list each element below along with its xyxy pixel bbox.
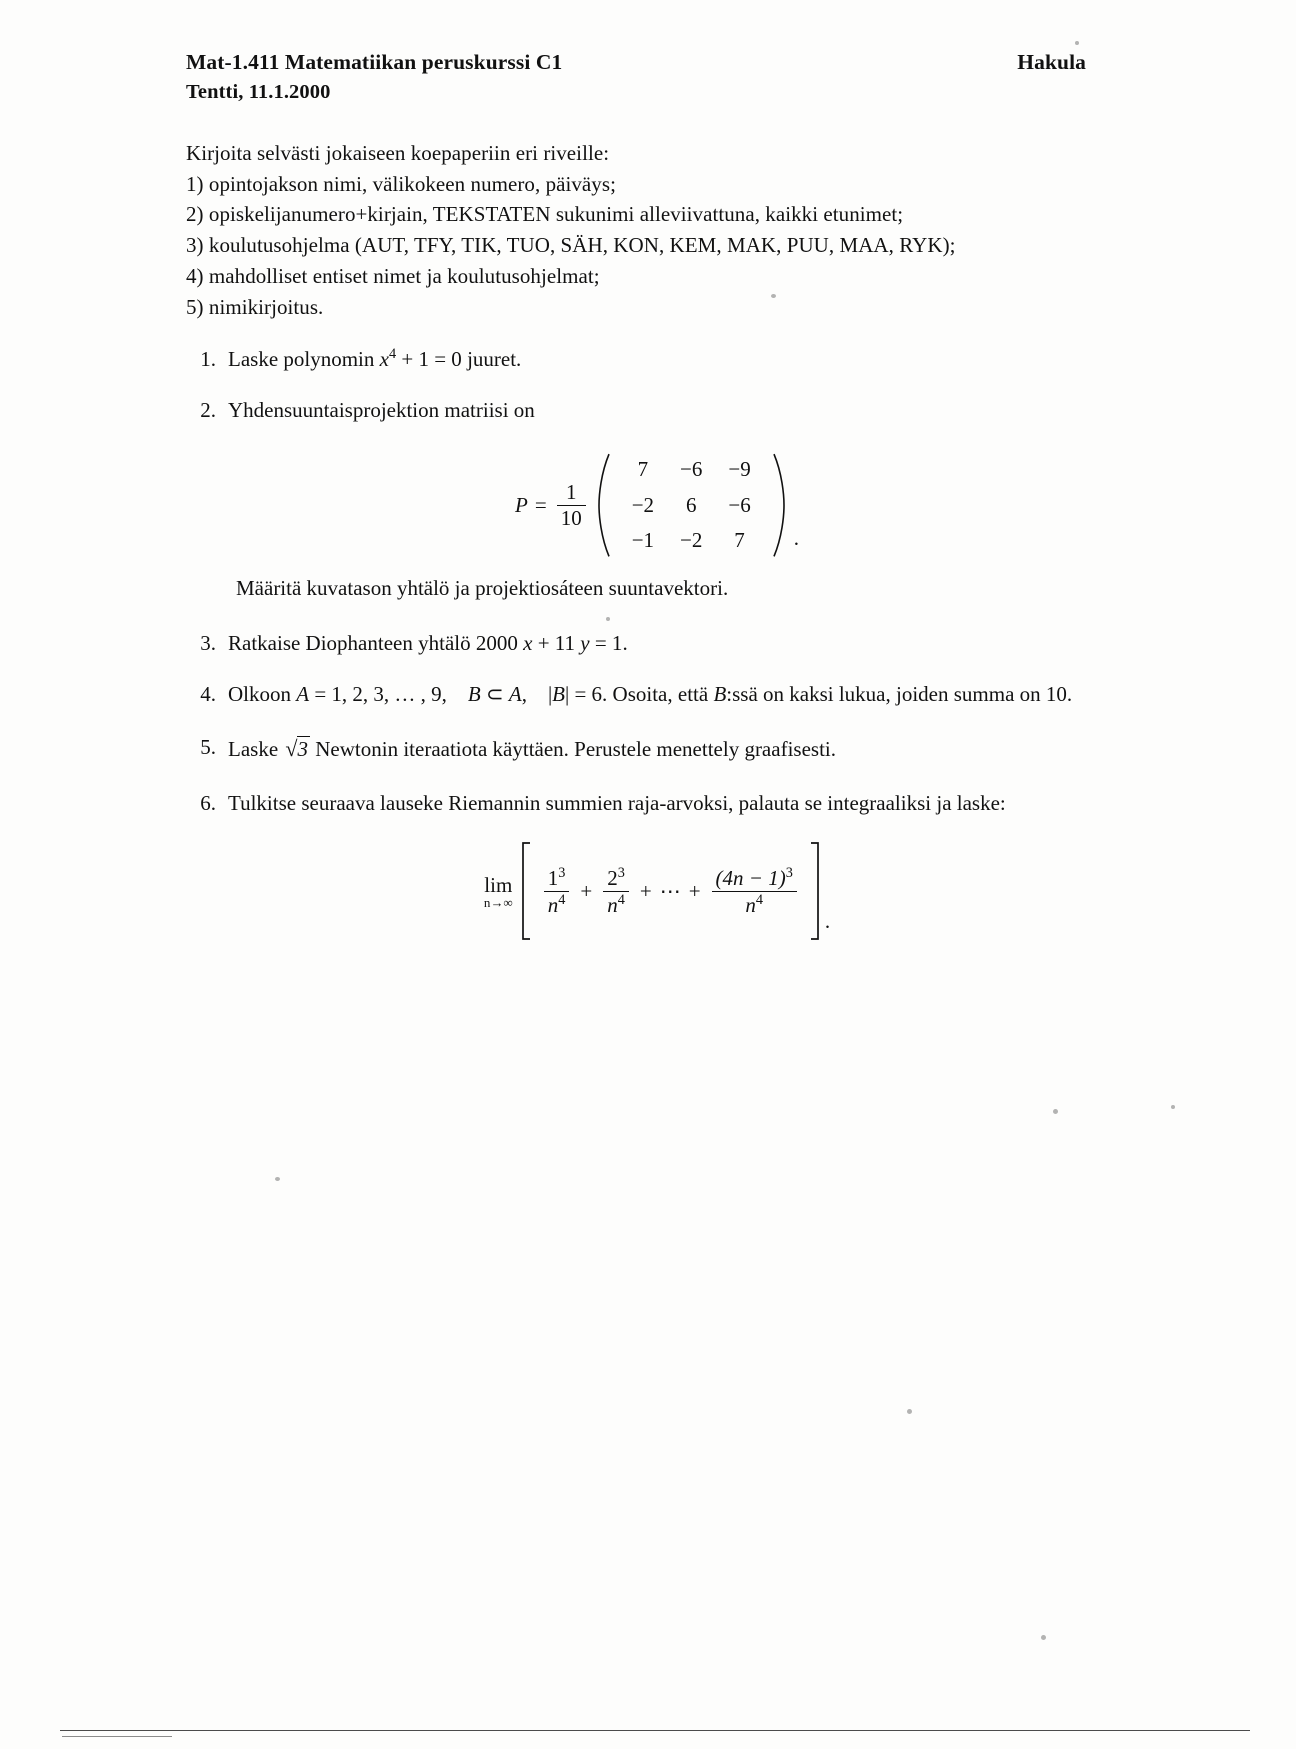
instruction-item-1: 1) opintojakson nimi, välikokeen numero, päiväys; [186,171,616,196]
problem-2-text-before: Yhdensuuntaisprojektion matriisi on [228,397,535,422]
limit-operator [484,874,513,910]
problem-1-text-before: Laske polynomin [228,347,380,372]
problem-5-text-before: Laske [228,737,284,762]
page-bottom-rule-secondary [62,1736,172,1737]
instructions-block [186,138,1086,323]
matrix-cell: 7 [637,457,649,482]
limit-equation [484,841,830,941]
instructions-intro: Kirjoita selvästi jokaiseen koepaperiin eri riveille: [186,140,610,165]
page-bottom-rule [60,1730,1250,1731]
limit-plus-2: + [639,878,652,903]
limit-operator-label: lim [484,872,513,897]
term-numerator: $2^3$ [607,864,625,890]
scan-speck [1041,1635,1046,1640]
problem-1 [186,344,1086,376]
matrix-cell: −2 [631,492,655,517]
scalar-numerator: 1 [565,480,577,505]
left-bracket-icon [520,841,531,941]
problem-5-number: 5. [200,735,216,760]
matrix-row [619,488,764,524]
scan-speck [1053,1109,1058,1114]
matrix-cell: 6 [685,492,697,517]
problem-5-text-after: Newtonin iteraatiota käyttäen. Perustele menettely graafisesti. [310,737,836,762]
instruction-item-5: 5) nimikirjoitus. [186,294,324,319]
problem-1-text-after: juuret. [461,347,522,372]
scan-speck [1171,1105,1175,1109]
scan-speck [275,1177,280,1181]
matrix-cell: −9 [728,457,751,482]
course-title: Mat-1.411 Matematiikan peruskurssi C1 [186,50,563,74]
problem-4-body [228,679,1086,711]
matrix-row [619,523,764,559]
matrix-scalar-fraction [557,481,586,530]
limit-period: . [824,908,831,933]
problem-4-number: 4. [200,681,216,706]
left-paren-icon [596,452,610,559]
problem-5-expression: √3 [285,736,309,762]
scan-speck [606,617,610,621]
matrix-row [619,452,764,488]
problem-2-body [228,395,1086,605]
matrix-cell: −1 [631,528,655,553]
problem-6-text-before: Tulkitse seuraava lauseke Riemannin summien raja-arvoksi, palauta se integraaliksi ja laske: [228,790,1006,815]
limit-subscript: n→∞ [483,894,513,910]
problem-3-text-before: Ratkaise Diophanteen yhtälö [228,631,476,656]
limit-ellipsis: ⋯ [659,878,681,903]
limit-plus-3: + [688,878,701,903]
problem-1-expression: $x^4 + 1 = 0$ [379,346,462,372]
problem-2-text-after: Määritä kuvatason yhtälö ja projektiosáteen suuntavektori. [236,575,729,600]
problem-3-text-after: . [622,631,628,656]
matrix-display [228,452,1086,559]
problem-2-number: 2. [200,397,216,422]
term-denominator: $n^4$ [547,891,566,917]
matrix-cell: −6 [680,457,703,482]
term-numerator: $1^3$ [547,864,566,890]
limit-term-3 [712,866,797,917]
instruction-item-4: 4) mahdolliset entiset nimet ja koulutusohjelmat; [186,263,600,288]
lecturer-name: Hakula [1017,50,1086,74]
problem-6-body [228,788,1086,942]
problem-4-text-after: Osoita, että B:ssä on kaksi lukua, joiden summa on 10. [607,681,1073,706]
problem-2 [186,395,1086,605]
problem-6 [186,788,1086,942]
problem-3 [186,628,1086,660]
limit-term-2 [603,866,629,917]
matrix-cell: −2 [680,528,703,553]
scan-speck [907,1409,912,1414]
instruction-item-2: 2) opiskelijanumero+kirjain, TEKSTATEN sukunimi alleviivattuna, kaikki etunimet; [186,202,904,227]
problem-5-body [228,732,1086,766]
problem-1-body [228,344,1086,376]
scan-speck [771,294,776,298]
problem-4 [186,679,1086,711]
matrix-cell: −6 [728,492,751,517]
problem-5 [186,732,1086,766]
right-bracket-icon [810,841,821,941]
right-paren-icon [773,452,787,559]
problem-1-number: 1. [200,347,216,372]
scalar-denominator: 10 [560,506,582,531]
problem-4-expression: A = 1, 2, 3, … , 9, B ⊂ A, |B| = 6. [296,681,608,706]
matrix-equation [515,452,799,559]
problem-3-number: 3. [200,631,216,656]
limit-terms [535,866,806,917]
matrix-equals: = [534,492,547,517]
problem-list [186,344,1086,941]
matrix-cell: 7 [734,528,745,553]
scan-speck [1075,41,1079,45]
matrix-period: . [793,526,799,551]
limit-term-1 [544,866,570,917]
matrix-label: P [515,492,528,517]
exam-date: Tentti, 11.1.2000 [186,80,331,103]
term-denominator: $n^4$ [745,891,763,917]
problem-4-text-before: Olkoon [228,681,297,706]
problem-3-body [228,628,1086,660]
matrix-grid [619,452,764,559]
limit-display [228,841,1086,941]
problem-3-expression: 2000 x + 11 y = 1 [475,631,623,656]
document-content [186,48,1086,960]
document-header [186,48,1086,106]
limit-plus-1: + [580,878,593,903]
problem-6-number: 6. [200,790,216,815]
term-numerator: $(4n - 1)^3$ [715,864,793,890]
term-denominator: $n^4$ [607,891,625,917]
instruction-item-3: 3) koulutusohjelma (AUT, TFY, TIK, TUO, SÄH, KON, KEM, MAK, PUU, MAA, RYK); [186,233,956,258]
